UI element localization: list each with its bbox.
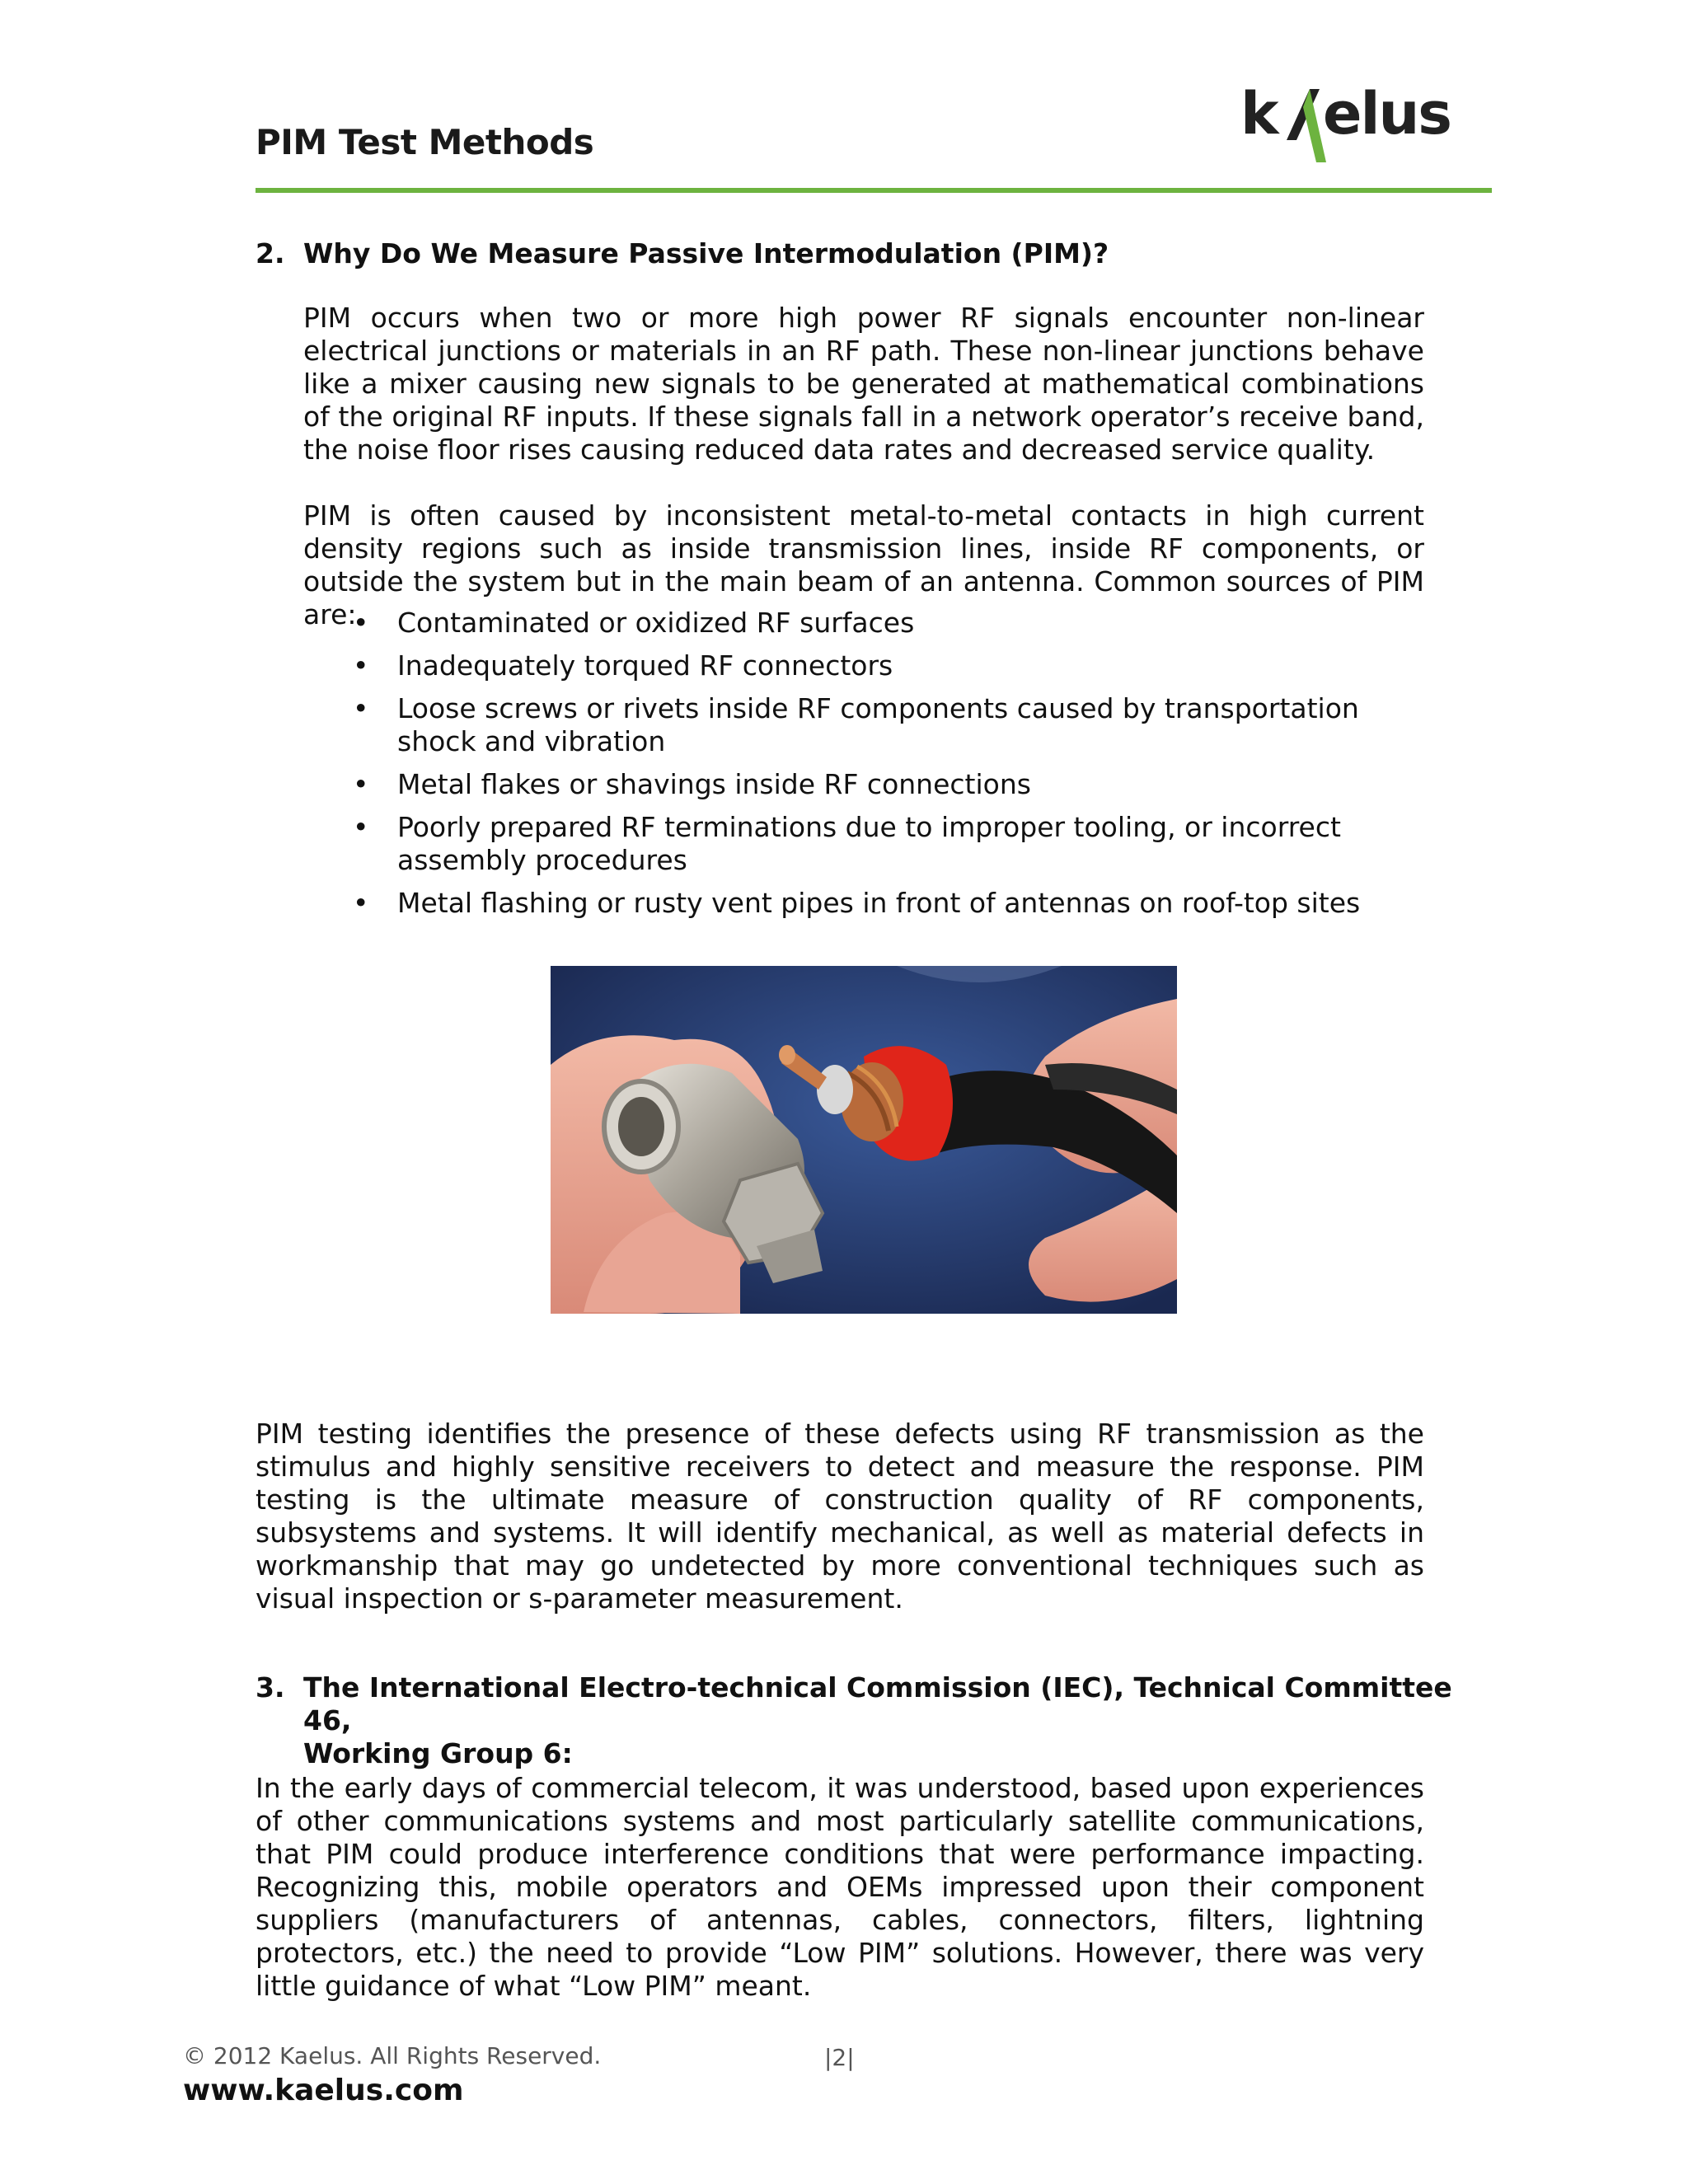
rf-connector-photo — [551, 966, 1177, 1314]
paragraph: In the early days of commercial telecom, it was understood, based upon experiences of other communications systems and most particularly satellite communications, that PIM could produce interference conditions that were performance impacting. Recognizing this, mobile operators and OEMs impressed upon their component suppliers (manufacturers of antennas, cables, connectors, filters, lightning protectors, etc.) the need to provide “Low PIM” solutions. However, there was very little guidance of what “Low PIM” meant. — [256, 1772, 1424, 2002]
copyright-text: © 2012 Kaelus. All Rights Reserved. — [183, 2042, 602, 2069]
paragraph: PIM testing identifies the presence of these defects using RF transmission as the stimulus and highly sensitive receivers to detect and measure the response. PIM testing is the ultimate measure of construction quality of RF components, subsystems and systems. It will identify mechanical, as well as material defects in workmanship that may go undetected by more conventional techniques such as visual inspection or s-parameter measurement. — [256, 1418, 1424, 1615]
bullet-icon: • — [353, 768, 369, 800]
bullet-icon: • — [353, 649, 369, 682]
bullet-icon: • — [353, 811, 369, 843]
page-title: PIM Test Methods — [256, 122, 594, 162]
section-title: The International Electro-technical Commission (IEC), Technical Committee 46, Working Group 6: — [303, 1671, 1452, 1769]
list-item: • Metal flashing or rusty vent pipes in front of antennas on roof-top sites — [353, 887, 1361, 919]
bullet-icon: • — [353, 887, 369, 919]
website-link[interactable]: www.kaelus.com — [183, 2074, 464, 2107]
section-number: 3. — [256, 1671, 285, 1704]
page-number: |2| — [824, 2044, 855, 2071]
header-divider — [256, 188, 1492, 193]
paragraph: PIM occurs when two or more high power RF signals encounter non-linear electrical junctions or materials in an RF path. These non-linear junctions behave like a mixer causing new signals to be generated at mathematical combinations of the original RF inputs. If these signals fall in a network operator’s receive band, the noise floor rises causing reduced data rates and decreased service quality. — [303, 302, 1424, 466]
list-item: • Metal flakes or shavings inside RF connections — [353, 768, 1031, 800]
svg-text:elus: elus — [1323, 82, 1451, 148]
list-item: • Inadequately torqued RF connectors — [353, 649, 893, 682]
bullet-icon: • — [353, 692, 369, 724]
section-title: Why Do We Measure Passive Intermodulation (PIM)? — [303, 237, 1109, 269]
svg-text:k: k — [1240, 82, 1278, 148]
kaelus-logo — [1240, 82, 1488, 165]
paragraph: PIM is often caused by inconsistent metal-to-metal contacts in high current density regions such as inside transmission lines, inside RF components, or outside the system but in the main beam of an antenna. Common sources of PIM are: — [303, 499, 1424, 630]
bullet-list — [346, 607, 1426, 930]
list-item: • Loose screws or rivets inside RF components caused by transportation shock and vibration — [353, 692, 1359, 757]
bullet-icon: • — [353, 607, 369, 639]
list-item: • Poorly prepared RF terminations due to improper tooling, or incorrect assembly procedures — [353, 811, 1341, 876]
list-item: • Contaminated or oxidized RF surfaces — [353, 607, 915, 639]
section-number: 2. — [256, 237, 285, 269]
section-heading — [256, 1671, 1452, 1769]
